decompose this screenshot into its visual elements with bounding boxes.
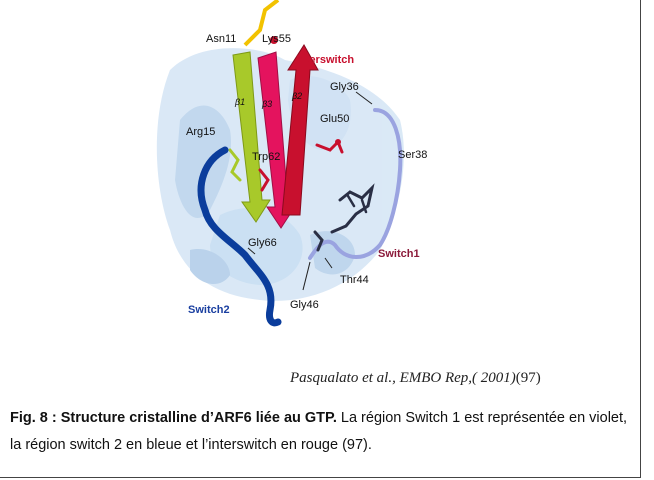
label-beta1: β1 (235, 97, 246, 107)
label-ser38: Ser38 (398, 149, 428, 161)
label-switch1: Switch1 (378, 248, 420, 260)
label-gly66: Gly66 (248, 237, 277, 249)
label-trp62: Trp62 (252, 151, 281, 163)
label-interswitch: Interswitch (296, 54, 355, 66)
caption-title: Fig. 8 : Structure cristalline d’ARF6 liée au GTP. (10, 410, 337, 426)
protein-structure-image (110, 0, 470, 340)
label-gly36: Gly36 (330, 81, 359, 93)
label-gly46: Gly46 (290, 299, 319, 311)
label-asn11: Asn11 (206, 33, 237, 45)
label-arg15: Arg15 (186, 126, 216, 138)
protein-structure-figure (110, 0, 470, 340)
label-beta2: β2 (292, 91, 303, 101)
figure-caption (10, 405, 635, 459)
citation-ref: (97) (515, 370, 541, 386)
label-glu50: Glu50 (320, 113, 350, 125)
citation-text: Pasqualato et al., EMBO Rep,( 2001) (290, 370, 516, 386)
label-beta3: β3 (262, 99, 273, 109)
label-lys55: Lys55 (262, 33, 291, 45)
label-switch2: Switch2 (188, 304, 230, 316)
figure-citation (290, 370, 541, 387)
caption-body: La région Switch 1 est représentée en violet, la région switch 2 en bleue et l’interswitch en rouge (97). (10, 410, 628, 453)
label-thr44: Thr44 (340, 274, 369, 286)
